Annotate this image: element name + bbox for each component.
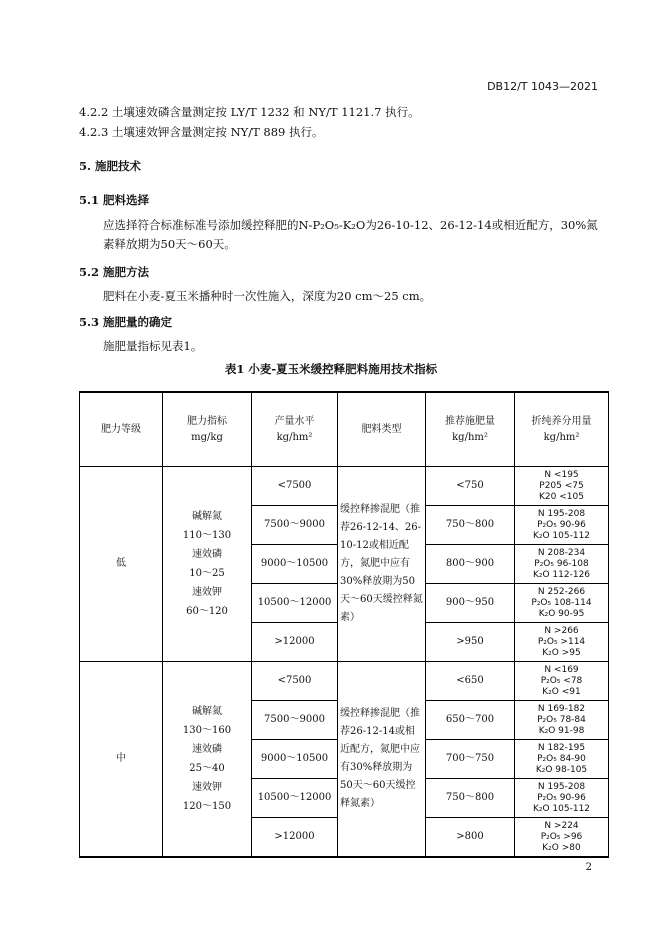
nutrient-line: P₂O₅ 78-84 <box>537 714 586 725</box>
nutrient-line: P₂O₅ >114 <box>537 636 586 647</box>
pure-nutrient-cell <box>515 506 609 545</box>
fertility-level-cell: 低 <box>80 467 163 662</box>
indicator-line: 速效钾 <box>192 587 222 598</box>
pure-nutrient-cell <box>515 584 609 623</box>
nutrient-line: K₂O >80 <box>542 842 581 853</box>
document-header: DB12/T 1043—2021 <box>487 80 598 93</box>
clause-4-2-3: 4.2.3 土壤速效钾含量测定按 NY/T 889 执行。 <box>79 125 324 139</box>
yield-level-cell: 10500～12000 <box>252 779 338 818</box>
indicator-line: 60～120 <box>186 606 228 617</box>
table-title: 表1 小麦-夏玉米缓控释肥料施用技术指标 <box>224 362 438 376</box>
nutrient-line: P₂O₅ 108-114 <box>531 597 592 608</box>
pure-nutrient-cell <box>515 467 609 506</box>
recommended-rate-cell: 800～900 <box>426 545 515 584</box>
yield-level-cell: 10500～12000 <box>252 584 338 623</box>
recommended-rate-cell: 900～950 <box>426 584 515 623</box>
yield-level-cell: 7500～9000 <box>252 701 338 740</box>
indicator-line: 25～40 <box>189 763 225 774</box>
nutrient-line: K₂O 98-105 <box>535 764 588 775</box>
yield-level-cell: 9000～10500 <box>252 545 338 584</box>
table-row <box>80 662 609 701</box>
nutrient-line: K₂O 105-112 <box>532 803 591 814</box>
indicator-line: 速效钾 <box>192 782 222 793</box>
indicator-line: 130～160 <box>182 725 232 736</box>
nutrient-line: K₂O <91 <box>542 686 581 697</box>
nutrient-line: K₂O 112-126 <box>532 569 591 580</box>
col-header-fertilizer-type: 肥料类型 <box>338 392 426 467</box>
table-row <box>80 467 609 506</box>
nutrient-line: N <195 <box>544 469 579 480</box>
nutrient-line: N >224 <box>544 820 579 831</box>
col-header-fertility-index: 肥力指标 mg/kg <box>163 392 252 467</box>
nutrient-line: P₂O₅ <78 <box>540 675 583 686</box>
nutrient-line: N 195-208 <box>537 781 586 792</box>
indicator-line: 碱解氮 <box>192 706 222 717</box>
yield-level-cell: 9000～10500 <box>252 740 338 779</box>
nutrient-line: P₂O₅ >96 <box>540 831 583 842</box>
section-5-1-heading: 5.1 肥料选择 <box>79 193 150 207</box>
pure-nutrient-cell <box>515 623 609 662</box>
nutrient-line: N <169 <box>544 664 579 675</box>
clause-4-2-2: 4.2.2 土壤速效磷含量测定按 LY/T 1232 和 NY/T 1121.7 执行。 <box>79 105 420 119</box>
col-header-fertility-level: 肥力等级 <box>80 392 163 467</box>
recommended-rate-cell: 750～800 <box>426 506 515 545</box>
yield-level-cell: 7500～9000 <box>252 506 338 545</box>
nutrient-line: N 208-234 <box>537 547 586 558</box>
yield-level-cell: <7500 <box>252 467 338 506</box>
pure-nutrient-cell <box>515 662 609 701</box>
section-5-2-text: 肥料在小麦-夏玉米播种时一次性施入，深度为20 cm～25 cm。 <box>103 289 432 303</box>
fertility-level-cell: 中 <box>80 662 163 858</box>
recommended-rate-cell: 700～750 <box>426 740 515 779</box>
section-5-1-text: 应选择符合标准标准号添加缓控释肥的N-P₂O₅-K₂O为26-10-12、26-12-14或相近配方，30%氮素释放期为50天～60天。 <box>103 218 598 251</box>
table-header-row <box>80 392 609 467</box>
recommended-rate-cell: <750 <box>426 467 515 506</box>
indicator-line: 10～25 <box>189 568 225 579</box>
fertilizer-type-cell: 缓控释掺混肥（推荐26-12-14或相近配方，氮肥中应有30%释放期为50天～60天缓控释氮素） <box>338 662 426 858</box>
nutrient-line: N 195-208 <box>537 508 586 519</box>
nutrient-line: P₂O₅ 90-96 <box>537 519 586 530</box>
nutrient-line: N >266 <box>544 625 579 636</box>
col-header-recommended-rate: 推荐施肥量 kg/hm² <box>426 392 515 467</box>
yield-level-cell: >12000 <box>252 818 338 858</box>
nutrient-line: K20 <105 <box>539 491 584 502</box>
nutrient-line: P₂O₅ 90-96 <box>537 792 586 803</box>
nutrient-line: P205 <75 <box>539 480 584 491</box>
indicator-line: 碱解氮 <box>192 511 222 522</box>
indicator-line: 速效磷 <box>192 549 222 560</box>
fertility-index-cell <box>163 467 252 662</box>
section-5-2-heading: 5.2 施肥方法 <box>79 265 150 279</box>
indicator-line: 速效磷 <box>192 744 222 755</box>
yield-level-cell: <7500 <box>252 662 338 701</box>
section-5-3-text: 施肥量指标见表1。 <box>103 339 203 353</box>
pure-nutrient-cell <box>515 545 609 584</box>
nutrient-line: N 252-266 <box>537 586 586 597</box>
nutrient-line: K₂O 105-112 <box>532 530 591 541</box>
fertilizer-table <box>79 391 609 858</box>
page-number: 2 <box>585 862 592 873</box>
fertilizer-type-cell: 缓控释掺混肥（推荐26-12-14、26-10-12或相近配方，氮肥中应有30%释放期为50天～60天缓控释氮素） <box>338 467 426 662</box>
pure-nutrient-cell <box>515 818 609 858</box>
col-header-pure-nutrient: 折纯养分用量 kg/hm² <box>515 392 609 467</box>
recommended-rate-cell: >950 <box>426 623 515 662</box>
nutrient-line: N 182-195 <box>537 742 586 753</box>
pure-nutrient-cell <box>515 701 609 740</box>
pure-nutrient-cell <box>515 740 609 779</box>
recommended-rate-cell: 750～800 <box>426 779 515 818</box>
indicator-line: 120～150 <box>182 801 232 812</box>
col-header-yield-level: 产量水平 kg/hm² <box>252 392 338 467</box>
recommended-rate-cell: <650 <box>426 662 515 701</box>
nutrient-line: P₂O₅ 96-108 <box>534 558 589 569</box>
section-5-heading: 5. 施肥技术 <box>79 159 142 173</box>
recommended-rate-cell: >800 <box>426 818 515 858</box>
nutrient-line: N 169-182 <box>537 703 586 714</box>
nutrient-line: K₂O >95 <box>542 647 581 658</box>
nutrient-line: K₂O 91-98 <box>538 725 585 736</box>
indicator-line: 110～130 <box>182 530 232 541</box>
recommended-rate-cell: 650～700 <box>426 701 515 740</box>
yield-level-cell: >12000 <box>252 623 338 662</box>
nutrient-line: P₂O₅ 84-90 <box>537 753 586 764</box>
section-5-3-heading: 5.3 施肥量的确定 <box>79 315 173 329</box>
pure-nutrient-cell <box>515 779 609 818</box>
fertility-index-cell <box>163 662 252 858</box>
nutrient-line: K₂O 90-95 <box>538 608 585 619</box>
